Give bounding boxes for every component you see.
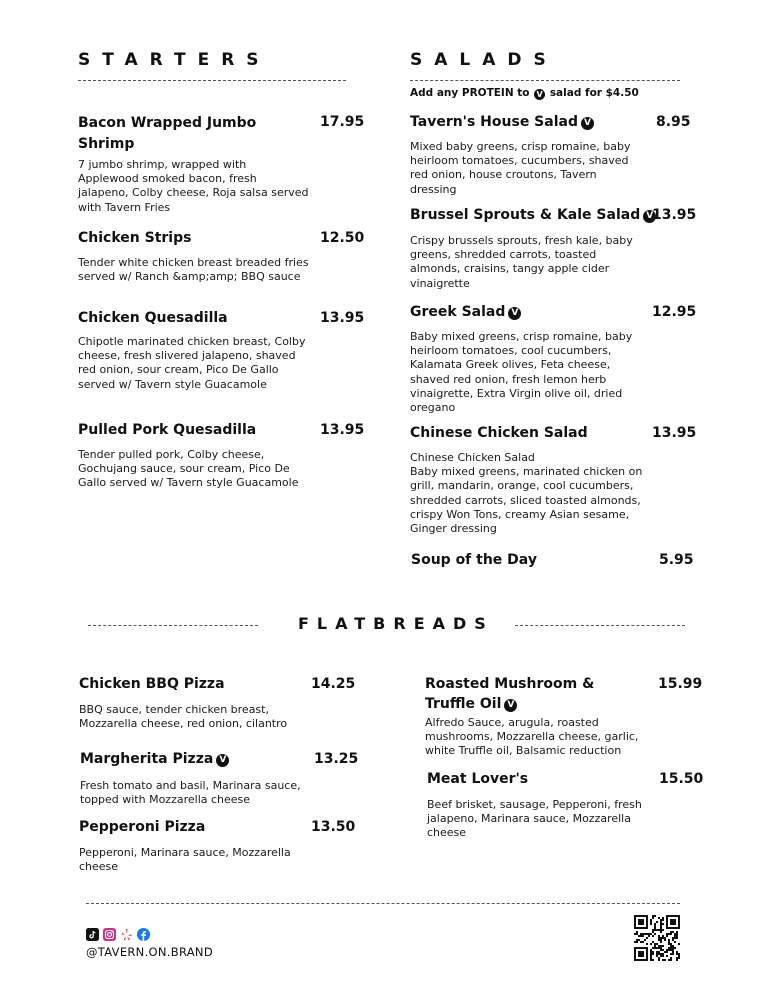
starter-item-price: 13.95 bbox=[320, 422, 365, 438]
starter-item-desc: 7 jumbo shrimp, wrapped with Applewood smoked bacon, fresh jalapeno, Colby cheese, Roja salsa served with Tavern Fries bbox=[78, 158, 309, 214]
flatbread-item-name: Roasted Mushroom & Truffle Oil V bbox=[425, 676, 595, 712]
instagram-icon[interactable] bbox=[103, 928, 116, 941]
flatbread-item-price: 14.25 bbox=[311, 676, 356, 692]
flatbread-item-desc: Alfredo Sauce, arugula, roasted mushrooms, Mozzarella cheese, garlic, white Truffle oil, Balsamic reduction bbox=[425, 716, 639, 758]
starter-item-name: Pulled Pork Quesadilla bbox=[78, 422, 257, 438]
salads-divider bbox=[410, 80, 680, 81]
salad-item-price: 5.95 bbox=[659, 552, 694, 568]
starter-item-price: 13.95 bbox=[320, 310, 365, 326]
starters-divider bbox=[78, 80, 346, 81]
salad-item-desc: Baby mixed greens, crisp romaine, baby heirloom tomatoes, cool cucumbers, Kalamata Greek olives, Feta cheese, shaved red onion, fresh lemon herb vinaigrette, Extra Virgin olive oil, dried oregano bbox=[410, 330, 633, 415]
salad-item-price: 13.95 bbox=[652, 207, 697, 223]
salad-item-name: Greek Salad V bbox=[410, 302, 645, 322]
flatbread-item-desc: Beef brisket, sausage, Pepperoni, fresh jalapeno, Marinara sauce, Mozzarella cheese bbox=[427, 798, 642, 840]
flatbreads-heading: FLATBREADS bbox=[298, 614, 494, 633]
starter-item-desc: Tender pulled pork, Colby cheese, Gochujang sauce, sour cream, Pico De Gallo served w/ Tavern style Guacamole bbox=[78, 448, 299, 490]
flatbread-item-name: Pepperoni Pizza bbox=[79, 819, 206, 835]
social-handle[interactable]: @TAVERN.ON.BRAND bbox=[86, 945, 213, 959]
flatbread-item-name: Chicken BBQ Pizza bbox=[79, 676, 225, 692]
salad-item-price: 12.95 bbox=[652, 304, 697, 320]
salad-item-price: 8.95 bbox=[656, 114, 691, 130]
flatbread-item-price: 13.25 bbox=[314, 751, 359, 767]
starter-item-name: Bacon Wrapped Jumbo Shrimp bbox=[78, 115, 257, 152]
social-icons bbox=[86, 928, 150, 941]
flatbread-item-name: Margherita Pizza V bbox=[80, 749, 305, 769]
yelp-icon[interactable] bbox=[120, 928, 133, 941]
salad-item-name: Brussel Sprouts & Kale Salad V bbox=[410, 205, 655, 225]
flatbreads-divider-right bbox=[515, 625, 685, 626]
vegetarian-badge-icon: V bbox=[534, 89, 545, 100]
tiktok-icon[interactable] bbox=[86, 928, 99, 941]
protein-note: Add any PROTEIN to V salad for $4.50 bbox=[410, 87, 639, 99]
starter-item-price: 17.95 bbox=[320, 114, 365, 130]
starter-item-desc: Tender white chicken breast breaded fries served w/ Ranch &amp;amp; BBQ sauce bbox=[78, 256, 309, 284]
vegetarian-badge-icon: V bbox=[508, 307, 521, 320]
salad-item-desc: Mixed baby greens, crisp romaine, baby heirloom tomatoes, cucumbers, shaved red onion, house croutons, Tavern dressing bbox=[410, 140, 631, 196]
salad-item-price: 13.95 bbox=[652, 425, 697, 441]
salad-item-desc: Chinese Chicken Salad Baby mixed greens, marinated chicken on grill, mandarin, orange, cool cucumbers, shredded carrots, sliced toasted almonds, crispy Won Tons, creamy Asian sesame, Ginger dressing bbox=[410, 451, 643, 536]
starter-item-name: Chicken Quesadilla bbox=[78, 310, 228, 326]
salad-item-name: Tavern's House Salad V bbox=[410, 112, 645, 132]
salad-item-name: Soup of the Day bbox=[411, 552, 537, 568]
flatbreads-divider-left bbox=[88, 625, 258, 626]
flatbread-item-name: Meat Lover's bbox=[427, 771, 529, 787]
vegetarian-badge-icon: V bbox=[581, 117, 594, 130]
facebook-icon[interactable] bbox=[137, 928, 150, 941]
starter-item-desc: Chipotle marinated chicken breast, Colby cheese, fresh slivered jalapeno, shaved red onion, sour cream, Pico De Gallo served w/ Tavern style Guacamole bbox=[78, 335, 306, 391]
flatbread-item-price: 15.50 bbox=[659, 771, 704, 787]
flatbread-item-desc: Pepperoni, Marinara sauce, Mozzarella cheese bbox=[79, 846, 291, 874]
vegetarian-badge-icon: V bbox=[504, 699, 517, 712]
footer-divider bbox=[86, 903, 680, 904]
flatbread-item-price: 15.99 bbox=[658, 676, 703, 692]
starters-heading: STARTERS bbox=[78, 50, 271, 70]
salad-item-desc: Crispy brussels sprouts, fresh kale, baby greens, shredded carrots, toasted almonds, craisins, tangy apple cider vinaigrette bbox=[410, 234, 633, 290]
salad-item-name: Chinese Chicken Salad bbox=[410, 425, 588, 441]
flatbread-item-price: 13.50 bbox=[311, 819, 356, 835]
starter-item-name: Chicken Strips bbox=[78, 230, 192, 246]
vegetarian-badge-icon: V bbox=[216, 754, 229, 767]
starter-item-price: 12.50 bbox=[320, 230, 365, 246]
flatbread-item-desc: Fresh tomato and basil, Marinara sauce, topped with Mozzarella cheese bbox=[80, 779, 301, 807]
qr-code bbox=[634, 915, 680, 961]
flatbread-item-desc: BBQ sauce, tender chicken breast, Mozzarella cheese, red onion, cilantro bbox=[79, 703, 288, 731]
salads-heading: SALADS bbox=[410, 50, 558, 70]
vegetarian-badge-icon: V bbox=[643, 210, 656, 223]
